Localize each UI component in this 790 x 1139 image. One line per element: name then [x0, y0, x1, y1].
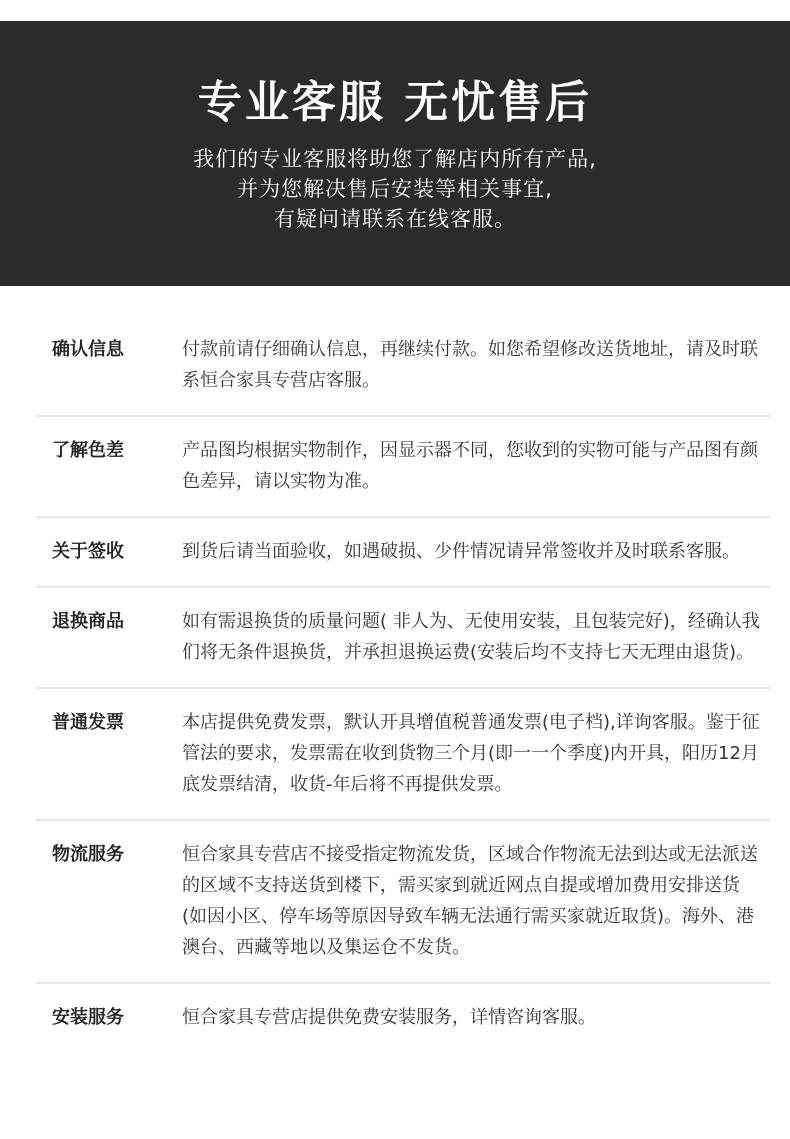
policy-row-confirm-info — [36, 316, 770, 417]
policy-row-invoice — [36, 689, 770, 821]
policy-label: 物流服务 — [52, 844, 124, 865]
policy-text: 付款前请仔细确认信息，再继续付款。如您希望修改送货地址，请及时联系恒合家具专营店客服。 — [182, 339, 758, 391]
policy-text: 到货后请当面验收，如遇破损、少件情况请异常签收并及时联系客服。 — [182, 541, 740, 562]
policy-label: 退换商品 — [52, 611, 124, 632]
policy-list — [36, 316, 770, 1052]
banner-title: 专业客服 无忧售后 — [197, 77, 593, 128]
policy-text: 本店提供免费发票，默认开具增值税普通发票(电子档),详询客服。鉴于征管法的要求，发票需在收到货物三个月(即一一个季度)内开具，阳历12月底发票结清，收货-年后将不再提供发票。 — [182, 712, 760, 795]
policy-text: 恒合家具专营店提供免费安装服务，详情咨询客服。 — [182, 1007, 596, 1028]
policy-label: 了解色差 — [52, 440, 124, 461]
policy-label: 普通发票 — [52, 712, 124, 733]
policy-text: 如有需退换货的质量问题( 非人为、无使用安装，且包装完好)，经确认我们将无条件退换货，并承担退换运费(安装后均不支持七天无理由退货)。 — [182, 611, 760, 663]
policy-row-logistics — [36, 821, 770, 984]
policy-row-installation — [36, 984, 770, 1052]
policy-label: 确认信息 — [52, 339, 124, 360]
banner-line-1: 我们的专业客服将助您了解店内所有产品, — [193, 147, 597, 171]
policy-row-signing — [36, 518, 770, 588]
policy-label: 安装服务 — [52, 1007, 124, 1028]
banner-line-3: 有疑问请联系在线客服。 — [274, 207, 516, 231]
policy-text: 产品图均根据实物制作，因显示器不同，您收到的实物可能与产品图有颜色差异，请以实物为准。 — [182, 440, 758, 492]
policy-text: 恒合家具专营店不接受指定物流发货，区域合作物流无法到达或无法派送的区域不支持送货到楼下，需买家到就近网点自提或增加费用安排送货(如因小区、停车场等原因导致车辆无法通行需买家就近取货)。海外、港澳台、西藏等地以及集运仓不发货。 — [182, 844, 758, 958]
banner-description — [0, 144, 790, 234]
policy-row-color-difference — [36, 417, 770, 518]
policy-row-returns — [36, 588, 770, 689]
policy-label: 关于签收 — [52, 541, 124, 562]
service-banner — [0, 21, 790, 286]
banner-line-2: 并为您解决售后安装等相关事宜, — [237, 177, 553, 201]
